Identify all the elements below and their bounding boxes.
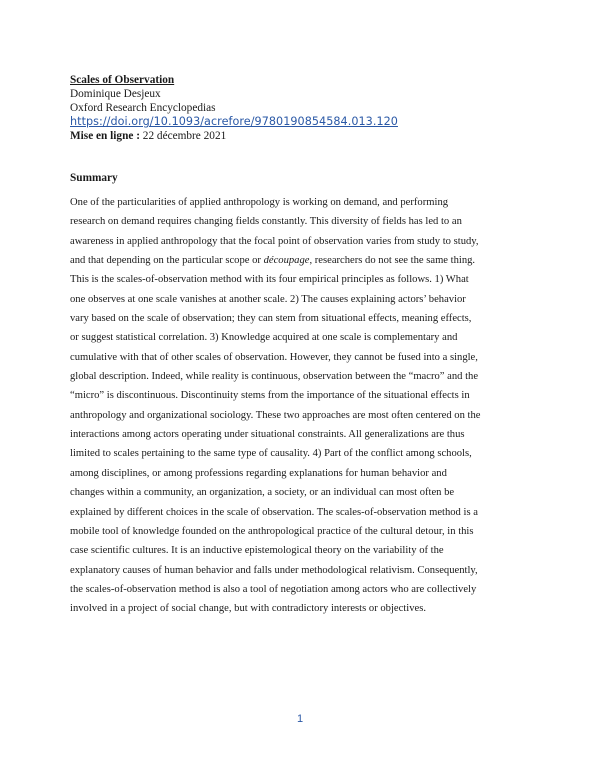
- summary-line: One of the particularities of applied anthropology is working on demand, and performing: [70, 197, 449, 208]
- summary-line: interactions among actors operating under situational constraints. All generalizations are thus: [70, 429, 465, 441]
- summary-line-start: and that depending on the particular scope or: [70, 255, 264, 267]
- summary-line: vary based on the scale of observation; they can stem from situational effects, meaning effects,: [70, 313, 472, 325]
- summary-line: global description. Indeed, while reality is continuous, observation between the “macro” and the: [70, 371, 479, 383]
- page-number: 1: [296, 713, 304, 725]
- doi-link[interactable]: https://doi.org/10.1093/acrefore/9780190854584.013.120: [70, 115, 398, 128]
- summary-line: anthropology and organizational sociology. These two approaches are most often centered on the: [70, 409, 481, 421]
- summary-line: mobile tool of knowledge founded on the anthropological practice of the cultural detour, in this: [70, 525, 474, 537]
- summary-line: limited to scales pertaining to the same type of causality. 4) Part of the conflict among schools,: [70, 448, 472, 460]
- summary-line: one observes at one scale vanishes at another scale. 2) The causes explaining actors’ behavior: [70, 293, 466, 305]
- article-title: Scales of Observation: [70, 74, 175, 86]
- summary-line: “micro” is discontinuous. Discontinuity stems from the importance of the situational effects in: [70, 390, 470, 402]
- summary-line: This is the scales-of-observation method with its four empirical principles as follows. 1) What: [70, 274, 469, 286]
- summary-line-end: , researchers do not see the same thing.: [309, 255, 476, 267]
- summary-line: explanatory causes of human behavior and falls under methodological relativism. Consequently,: [70, 564, 478, 576]
- publication-date: [70, 129, 540, 143]
- date-value: 22 décembre 2021: [142, 130, 227, 142]
- summary-line: among disciplines, or among professions regarding explanations for human behavior and: [70, 467, 447, 479]
- date-label: Mise en ligne :: [70, 130, 140, 142]
- author-name: Dominique Desjeux: [70, 88, 161, 100]
- summary-line: case scientific cultures. It is an inductive epistemological theory on the variability of the: [70, 545, 444, 557]
- summary-line: changes within a community, an organization, a society, or an individual can most often be: [70, 487, 455, 499]
- italic-term: découpage: [263, 255, 310, 267]
- article-header: [70, 73, 540, 143]
- publication-source: Oxford Research Encyclopedias: [70, 102, 216, 114]
- summary-line: or suggest statistical correlation. 3) Knowledge acquired at one scale is complementary and: [70, 332, 458, 344]
- summary-line: the scales-of-observation method is also a tool of negotiation among actors who are collectively: [70, 583, 477, 595]
- summary-line: awareness in applied anthropology that the focal point of observation varies from study to study,: [70, 235, 479, 247]
- summary-line: involved in a project of social change, but with contradictory interests or objectives.: [70, 603, 426, 615]
- summary-line: explained by different choices in the scale of observation. The scales-of-observation method is a: [70, 506, 478, 518]
- summary-line: cumulative with that of other scales of observation. However, they cannot be fused into a single,: [70, 351, 478, 363]
- summary-heading: Summary: [70, 172, 118, 184]
- summary-paragraph: [70, 193, 532, 619]
- summary-line: research on demand requires changing fields constantly. This diversity of fields has led to an: [70, 216, 462, 228]
- summary-line: [70, 251, 532, 270]
